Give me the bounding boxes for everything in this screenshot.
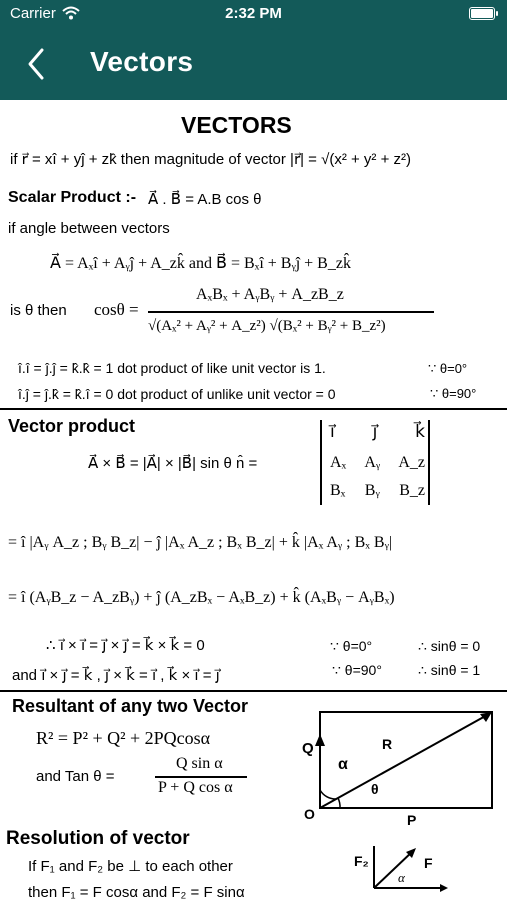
f-label: F [424, 855, 433, 871]
theta-arc [338, 798, 340, 808]
magnitude-line: if r⃗ = xî + yĵ + zk̂ then magnitude of vector |r⃗| = √(x² + y² + z²) [10, 151, 412, 168]
resultant-label: Resultant of any two Vector [12, 696, 249, 716]
force-vector [374, 850, 414, 888]
tan-numerator: Q sin α [176, 755, 223, 772]
dot-unlike-line: î.ĵ = ĵ.k̂ = k̂.î = 0 dot product of unlike unit vector = 0 [18, 386, 336, 402]
angle-text: if angle between vectors [8, 220, 170, 237]
scalar-product-label: Scalar Product :- [8, 189, 137, 206]
cofactor-expansion: = î |Aᵧ A_z ; Bᵧ B_z| − ĵ |Aₓ A_z ; Bₓ B_z| + k̂ |Aₓ Aᵧ ; Bₓ Bᵧ| [8, 534, 393, 551]
cross-product-lhs: A⃗ × B⃗ = |A⃗| × |B⃗| sin θ n̂ = [88, 455, 258, 472]
det-cell: Aₓ [330, 454, 347, 471]
back-chevron-icon[interactable] [20, 44, 54, 84]
alpha-arc [320, 790, 336, 799]
resolution-line-1: If F₁ and F₂ be ⊥ to each other [28, 858, 233, 875]
determinant-bar-left [320, 420, 322, 505]
r-label: R [382, 736, 393, 752]
tan-denominator: P + Q cos α [158, 779, 233, 796]
section-heading: VECTORS [181, 112, 292, 138]
battery-icon [469, 7, 495, 20]
resultant-formula: R² = P² + Q² + 2PQcosα [36, 728, 211, 748]
navigation-bar [0, 38, 507, 88]
formula-sheet [0, 100, 507, 900]
det-cell: j⃗ [372, 422, 378, 441]
vector-definitions: A⃗ = Aₓî + Aᵧĵ + A_zk̂ and B⃗ = Bₓî + Bᵧĵ + B_zk̂ [50, 255, 351, 272]
f1-arrowhead [440, 884, 448, 892]
theta-label: θ [371, 781, 379, 797]
det-cell: k⃗ [415, 422, 425, 441]
vector-product-label: Vector product [8, 416, 136, 436]
resultant-diagram [296, 704, 502, 824]
cross-diff-result: ∴ sinθ = 1 [418, 662, 481, 678]
cos-numerator: AₓBₓ + AᵧBᵧ + A_zB_z [196, 286, 344, 303]
origin-label: O [304, 806, 315, 822]
dot-like-line: î.î = ĵ.ĵ = k̂.k̂ = 1 dot product of like unit vector is 1. [18, 360, 326, 376]
divider [0, 408, 507, 410]
scalar-product-formula: A⃗ . B⃗ = A.B cos θ [148, 191, 262, 208]
tan-label: and Tan θ = [36, 768, 115, 785]
force-alpha-label: α [398, 870, 405, 885]
status-time: 2:32 PM [225, 5, 282, 22]
det-cell: Bₓ [330, 482, 346, 499]
determinant-bar-right [428, 420, 430, 505]
det-cell: Bᵧ [364, 482, 380, 499]
cross-diff-condition: ∵ θ=90° [332, 662, 382, 678]
cos-denominator: √(Aₓ² + Aᵧ² + A_z²) √(Bₓ² + Bᵧ² + B_z²) [148, 318, 386, 334]
cross-same-line: ∴ i⃗ × i⃗ = j⃗ × j⃗ = k⃗ × k⃗ = 0 [46, 637, 205, 654]
det-cell: i⃗ [330, 422, 335, 441]
cross-product-components: = î (AᵧB_z − A_zBᵧ) + ĵ (A_zBₓ − AₓB_z) + k̂ (AₓBᵧ − AᵧBₓ) [8, 589, 395, 606]
alpha-label: α [338, 756, 348, 773]
page-title: Vectors [90, 46, 194, 77]
det-cell: B_z [399, 482, 425, 499]
status-bar [0, 5, 507, 27]
app-header [0, 0, 507, 100]
det-cell: A_z [398, 454, 425, 471]
determinant-row-2 [330, 454, 425, 472]
cos-theta-label: cosθ = [94, 300, 139, 319]
dot-unlike-condition: ∵ θ=90° [430, 386, 477, 401]
divider [0, 690, 507, 692]
dot-like-condition: ∵ θ=0° [428, 361, 468, 376]
f2-label: F₂ [354, 853, 369, 869]
det-cell: Aᵧ [364, 454, 381, 471]
tan-fraction-bar [155, 776, 247, 778]
p-label: P [407, 812, 417, 828]
force-diagram [366, 840, 450, 900]
fraction-bar [148, 311, 434, 313]
cross-diff-line: and i⃗ × j⃗ = k⃗ , j⃗ × k⃗ = i⃗ , k⃗ × i⃗ = j⃗ [12, 667, 220, 684]
resolution-label: Resolution of vector [6, 828, 190, 849]
cross-same-result: ∴ sinθ = 0 [418, 638, 481, 654]
determinant-row-1 [330, 422, 425, 442]
carrier-label: Carrier [10, 5, 56, 22]
q-label: Q [302, 740, 314, 757]
resolution-line-2: then F₁ = F cosα and F₂ = F sinα [28, 884, 245, 900]
q-arrowhead [315, 734, 325, 746]
cross-same-condition: ∵ θ=0° [330, 638, 373, 654]
is-theta-then: is θ then [10, 302, 67, 319]
determinant-row-3 [330, 482, 425, 500]
